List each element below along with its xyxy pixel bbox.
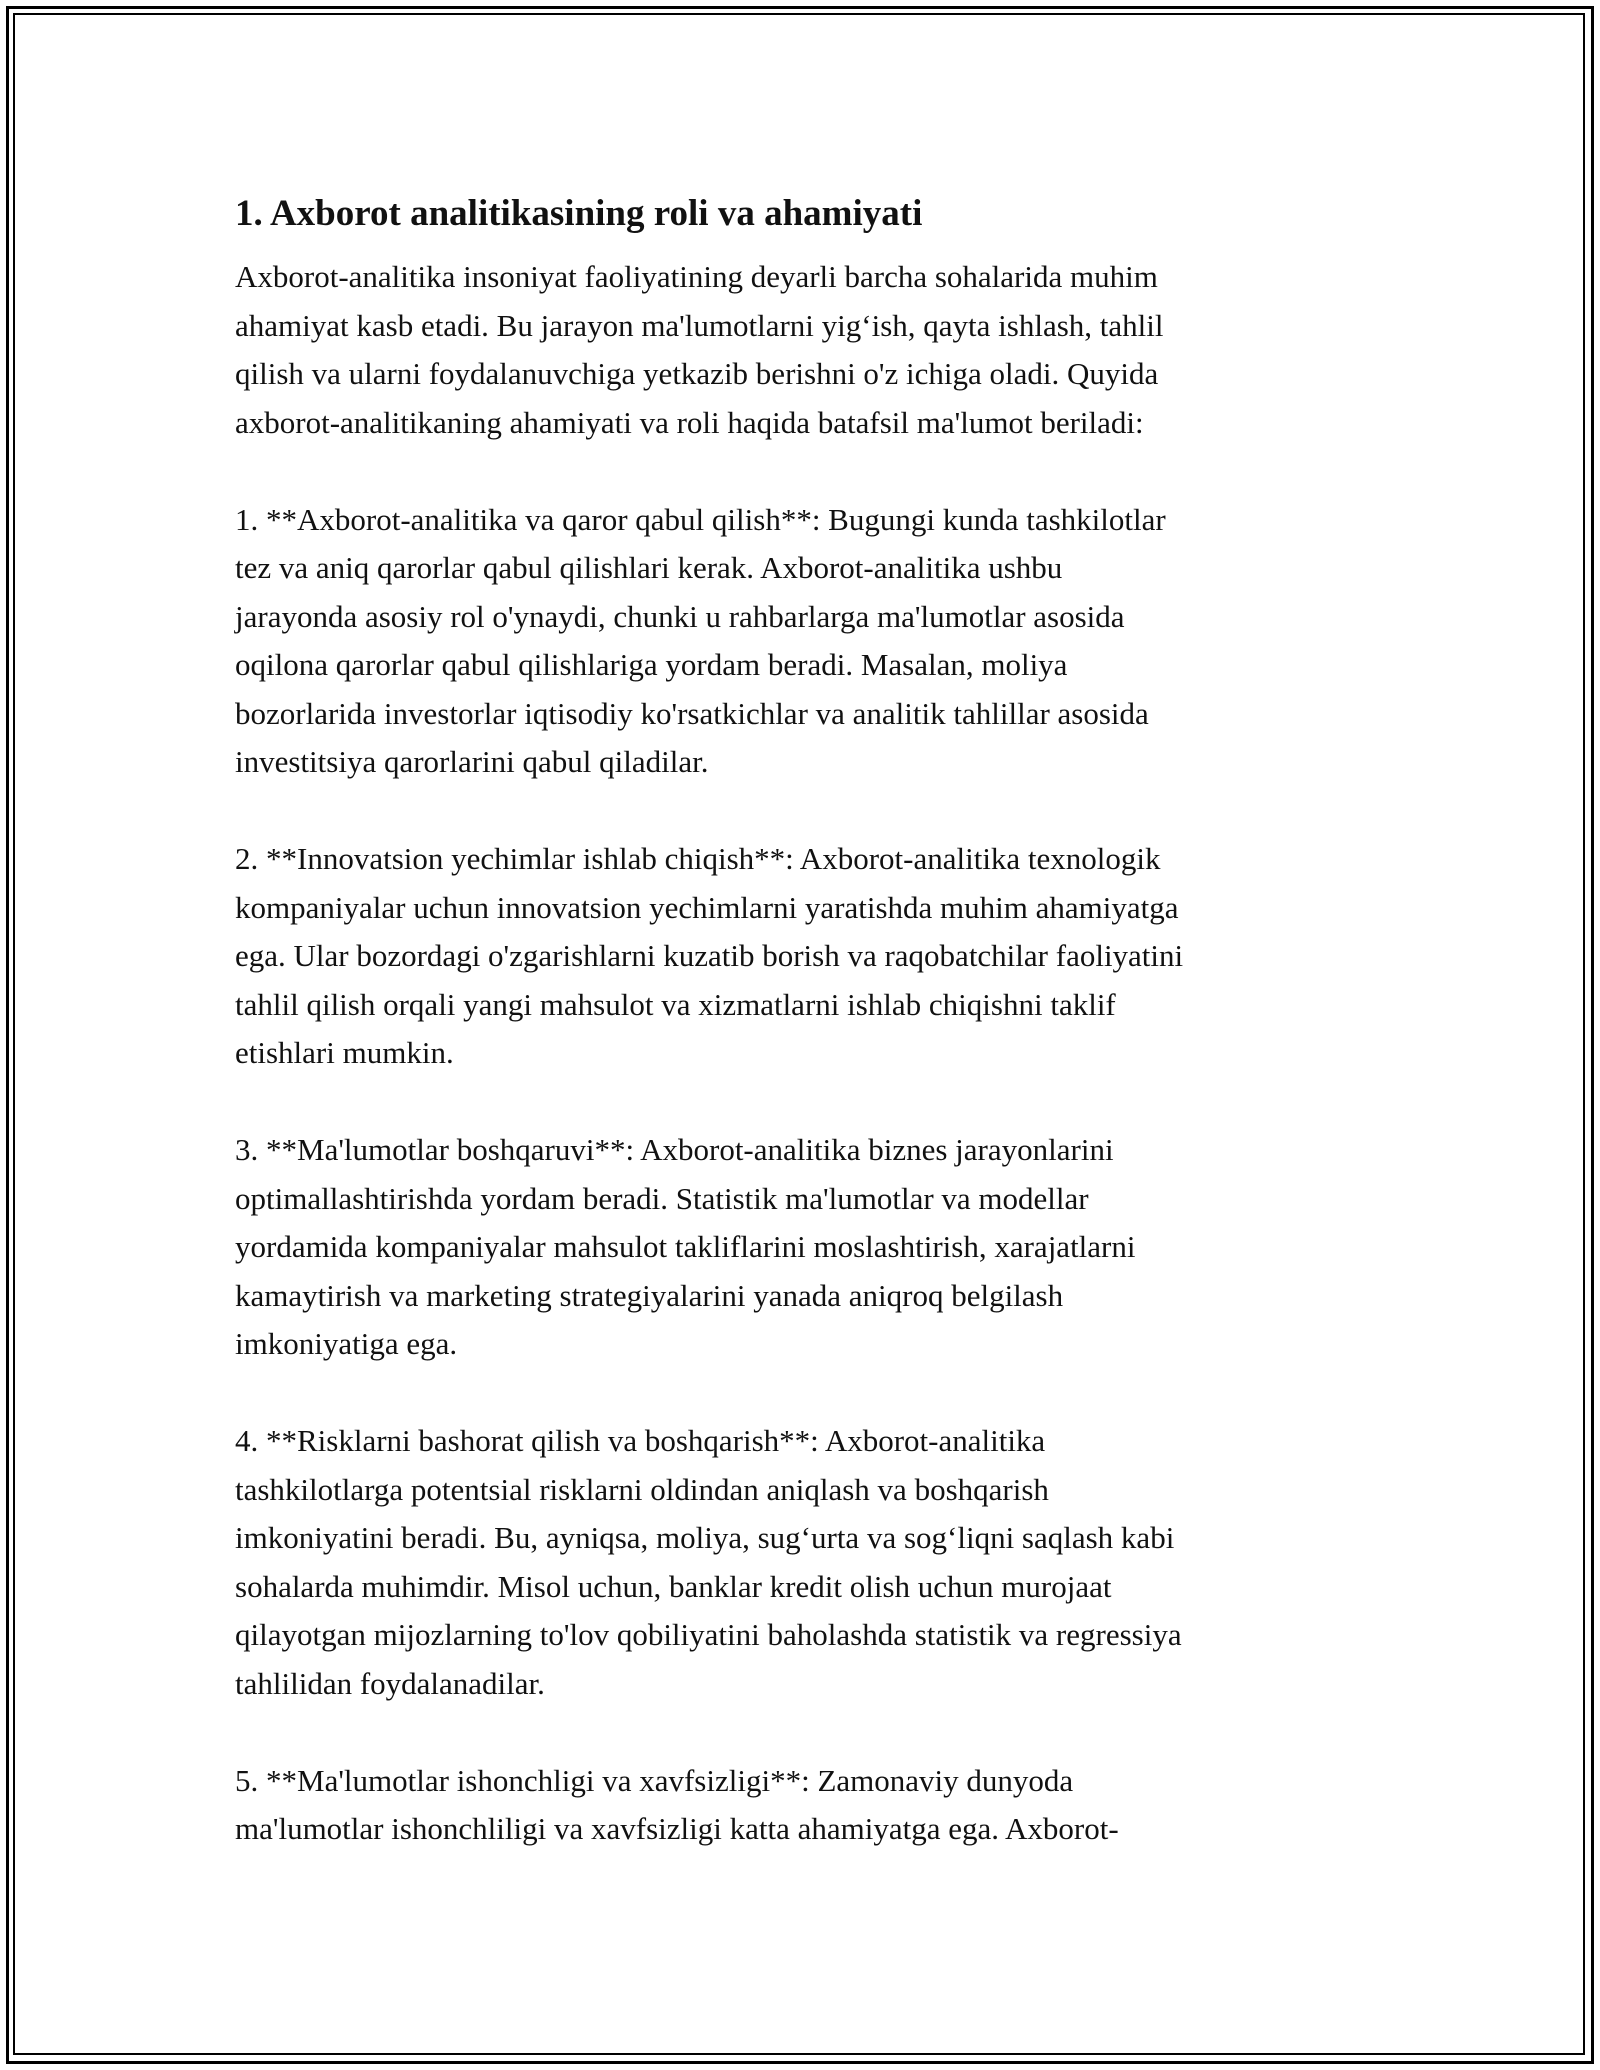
intro-paragraph: Axborot-analitika insoniyat faoliyatining deyarli barcha sohalarida muhim ahamiyat kasb etadi. Bu jarayon ma'lumotlarni yig‘ish, qayta ishlash, tahlil qilish va ularni foydalanuvchiga yetkazib berishni o'z ichiga oladi. Quyida axborot-analitikaning ahamiyati va roli haqida batafsil ma'lumot beriladi: xyxy=(235,259,1164,440)
list-item-4: 4. **Risklarni bashorat qilish va boshqarish**: Axborot-analitika tashkilotlarga potentsial risklarni oldindan aniqlash va boshqarish imkoniyatini beradi. Bu, ayniqsa, moliya, sug‘urta va sog‘liqni saqlash kabi sohalarda muhimdir. Misol uchun, banklar kredit olish uchun murojaat qilayotgan mijozlarning to'lov qobiliyatini baholashda statistik va regressiya tahlilidan foydalanadilar. xyxy=(235,1423,1182,1701)
list-item-1: 1. **Axborot-analitika va qaror qabul qilish**: Bugungi kunda tashkilotlar tez va aniq qarorlar qabul qilishlari kerak. Axborot-analitika ushbu jarayonda asosiy rol o'ynaydi, chunki u rahbarlarga ma'lumotlar asosida oqilona qarorlar qabul qilishlariga yordam beradi. Masalan, moliya bozorlarida investorlar iqtisodiy ko'rsatkichlar va analitik tahlillar asosida investitsiya qarorlarini qabul qiladilar. xyxy=(235,501,1166,779)
list-item-2: 2. **Innovatsion yechimlar ishlab chiqish**: Axborot-analitika texnologik kompaniyalar uchun innovatsion yechimlarni yaratishda muhim ahamiyatga ega. Ular bozordagi o'zgarishlarni kuzatib borish va raqobatchilar faoliyatini tahlil qilish orqali yangi mahsulot va xizmatlarni ishlab chiqishni taklif etishlari mumkin. xyxy=(235,841,1184,1070)
section-heading: 1. Axborot analitikasining roli va ahamiyati xyxy=(235,193,923,234)
document-body xyxy=(235,180,1395,1902)
list-item-3: 3. **Ma'lumotlar boshqaruvi**: Axborot-analitika biznes jarayonlarini optimallashtirishda yordam beradi. Statistik ma'lumotlar va modellar yordamida kompaniyalar mahsulot takliflarini moslashtirish, xarajatlarni kamaytirish va marketing strategiyalarini yanada aniqroq belgilash imkoniyatiga ega. xyxy=(235,1132,1136,1361)
list-item-5: 5. **Ma'lumotlar ishonchligi va xavfsizligi**: Zamonaviy dunyoda ma'lumotlar ishonchliligi va xavfsizligi katta ahamiyatga ega. Axborot- xyxy=(235,1762,1119,1846)
